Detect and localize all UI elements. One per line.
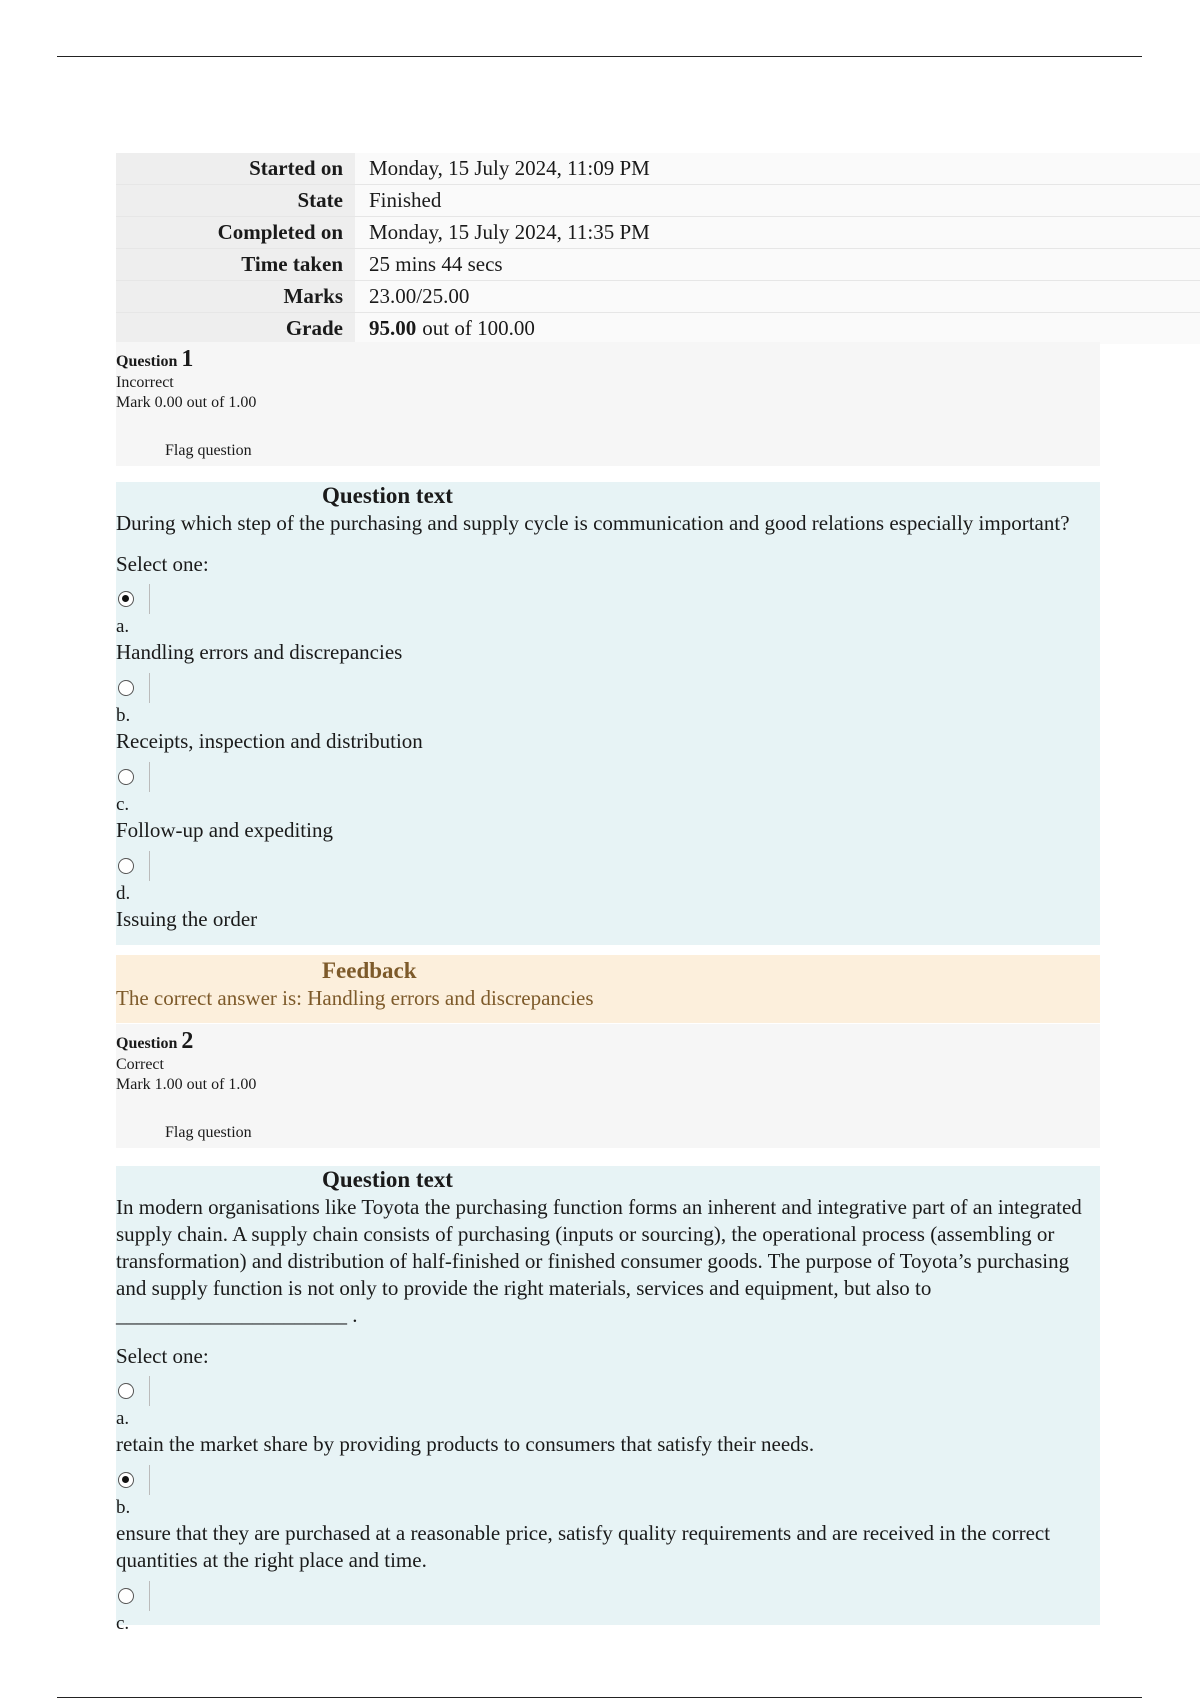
summary-label: Grade [116,313,355,344]
radio-icon[interactable] [118,1588,134,1604]
question-state: Correct [116,1056,164,1073]
question-number: Question 2 [116,1028,194,1054]
flag-question-link[interactable]: Flag question [165,442,252,459]
radio-selected-icon[interactable] [118,1472,134,1488]
summary-row-grade [116,312,1200,344]
radio-divider [149,851,150,881]
summary-label: State [116,185,355,216]
option-letter: b. [116,1497,131,1518]
answer-option-a[interactable] [116,583,1100,666]
summary-row-started [116,153,1200,184]
summary-value: 25 mins 44 secs [355,249,1200,280]
radio-divider [149,673,150,703]
radio-icon[interactable] [118,769,134,785]
question-text: In modern organisations like Toyota the purchasing function forms an inherent and integrative part of an integrated supply chain. A supply chain consists of purchasing (inputs or sourcing), the operational process (assembling or transformation) and distribution of half-finished or finished consumer goods. The purpose of Toyota’s purchasing and supply function is not only to provide the right materials, services and equipment, but also to ______________________ . [116,1195,1082,1327]
radio-icon[interactable] [118,680,134,696]
grade-score: 95.00 [369,316,417,340]
question-text: During which step of the purchasing and supply cycle is communication and good relations especially important? [116,511,1070,535]
flag-question-link[interactable]: Flag question [165,1124,252,1141]
summary-row-state [116,184,1200,216]
option-text: retain the market share by providing products to consumers that satisfy their needs. [116,1432,815,1456]
answer-option-b[interactable] [116,672,1100,755]
option-letter: c. [116,1613,130,1634]
question-text-heading: Question text [322,1167,453,1192]
question-text-heading: Question text [322,483,453,508]
question-number: Question 1 [116,346,194,372]
question-2-content [116,1166,1100,1634]
summary-value: 23.00/25.00 [355,281,1200,312]
summary-row-marks [116,280,1200,312]
answer-option-c[interactable] [116,761,1100,844]
option-letter: d. [116,883,131,904]
bottom-rule [57,1697,1142,1698]
attempt-summary-table [116,153,1200,344]
option-text: Follow-up and expediting [116,818,333,842]
summary-label: Time taken [116,249,355,280]
question-state: Incorrect [116,374,174,391]
select-one-label: Select one: [116,552,209,576]
radio-icon[interactable] [118,1383,134,1399]
option-text: ensure that they are purchased at a reasonable price, satisfy quality requirements and are received in the correct quantities at the right place and time. [116,1521,1051,1572]
radio-divider [149,584,150,614]
option-letter: a. [116,1408,130,1429]
summary-value: Finished [355,185,1200,216]
question-1-feedback [116,955,1100,1023]
summary-label: Completed on [116,217,355,248]
radio-selected-icon[interactable] [118,591,134,607]
summary-value [355,313,1200,344]
answer-option-c[interactable] [116,1580,1100,1636]
option-letter: a. [116,616,130,637]
top-rule [57,56,1142,57]
question-1-info [116,342,1100,466]
summary-row-completed [116,216,1200,248]
summary-label: Started on [116,153,355,184]
option-text: Receipts, inspection and distribution [116,729,423,753]
option-letter: b. [116,705,131,726]
feedback-text: The correct answer is: Handling errors and discrepancies [116,986,594,1010]
question-mark: Mark 0.00 out of 1.00 [116,394,257,411]
option-text: Issuing the order [116,907,258,931]
answer-option-d[interactable] [116,850,1100,933]
question-1-content [116,482,1100,945]
radio-divider [149,1581,150,1611]
summary-value: Monday, 15 July 2024, 11:09 PM [355,153,1200,184]
feedback-heading: Feedback [322,958,417,983]
summary-label: Marks [116,281,355,312]
question-mark: Mark 1.00 out of 1.00 [116,1076,257,1093]
question-2-info [116,1024,1100,1148]
radio-divider [149,1465,150,1495]
answer-option-b[interactable] [116,1464,1100,1574]
grade-out-of: out of 100.00 [422,316,535,340]
radio-divider [149,762,150,792]
radio-divider [149,1376,150,1406]
select-one-label: Select one: [116,1344,209,1368]
summary-row-time-taken [116,248,1200,280]
answer-option-a[interactable] [116,1375,1100,1458]
summary-value: Monday, 15 July 2024, 11:35 PM [355,217,1200,248]
radio-icon[interactable] [118,858,134,874]
option-text: Handling errors and discrepancies [116,640,403,664]
option-letter: c. [116,794,130,815]
